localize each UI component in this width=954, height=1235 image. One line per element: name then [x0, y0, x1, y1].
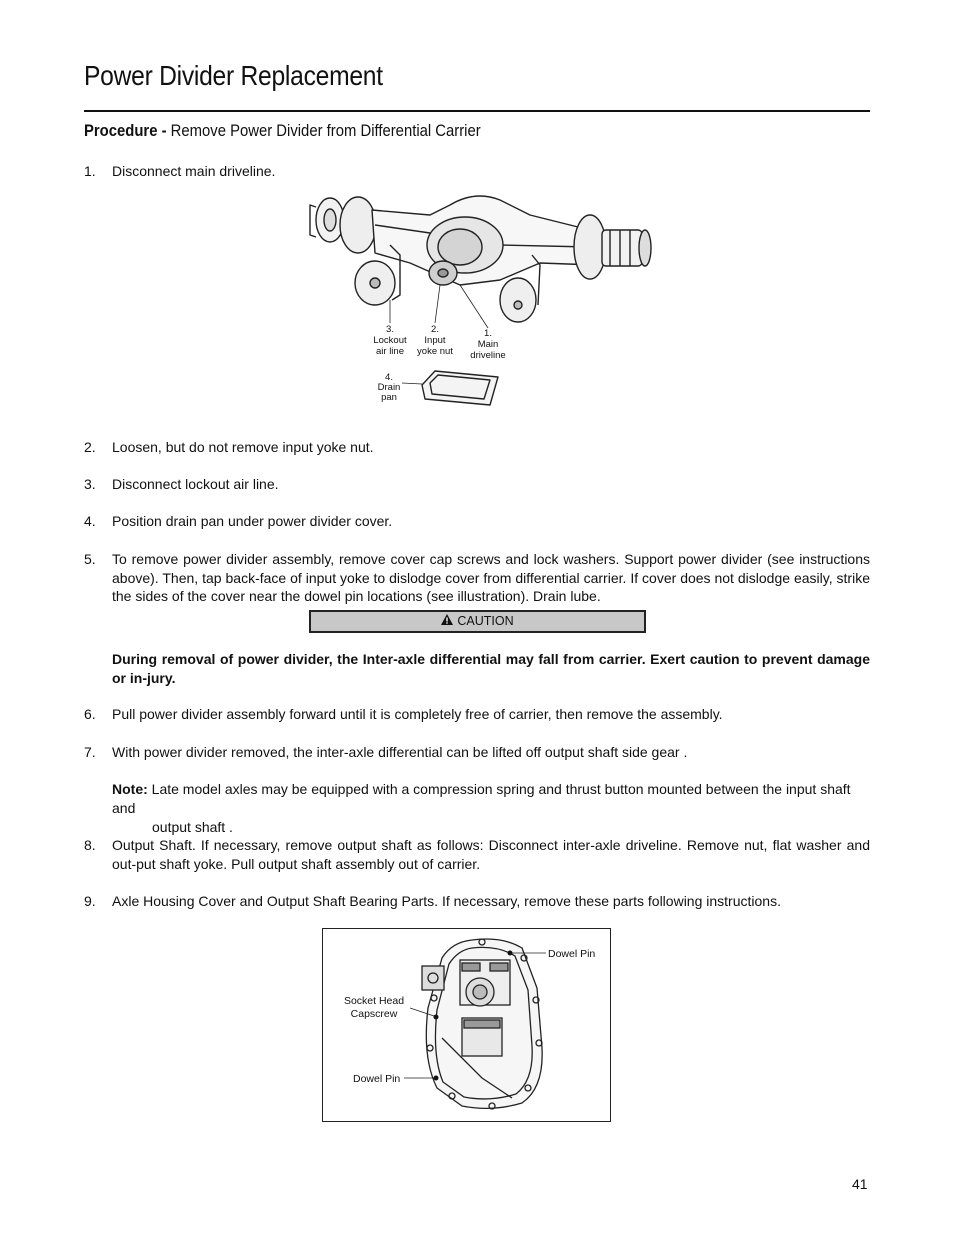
step-9 [84, 892, 870, 911]
cover-illustration [322, 928, 611, 1122]
step-6 [84, 705, 870, 724]
callout-3-line2: air line [376, 346, 404, 357]
step-3 [84, 475, 870, 494]
callout-2-num: 2. [431, 324, 439, 335]
callout-4-line2: pan [381, 392, 397, 403]
page-number: 41 [852, 1176, 868, 1192]
step-text: Output Shaft. If necessary, remove output shaft as follows: Disconnect inter-axle driveline. Remove nut, flat washer and out-put shaft yoke. Pull output shaft assembly out of carrier. [112, 837, 870, 872]
label-dowel-pin-bottom: Dowel Pin [353, 1073, 401, 1085]
step-text: Axle Housing Cover and Output Shaft Bearing Parts. If necessary, remove these parts following instructions. [112, 893, 781, 909]
step-8 [84, 836, 870, 873]
label-socket-head-line2: Capscrew [350, 1008, 398, 1020]
caution-label: CAUTION [457, 614, 514, 628]
step-number: 2. [84, 439, 96, 455]
callout-2-line1: Input [424, 335, 446, 346]
title-divider [84, 110, 870, 112]
warning-triangle-icon [441, 612, 453, 631]
step-1 [84, 162, 870, 181]
procedure-title: Remove Power Divider from Differential Carrier [170, 122, 481, 140]
procedure-heading [84, 122, 481, 141]
label-socket-head-line1: Socket Head [343, 995, 405, 1007]
step-text: Disconnect lockout air line. [112, 476, 279, 492]
callout-4-num: 4. [385, 372, 393, 383]
caution-banner [309, 610, 646, 633]
callout-4-line1: Drain [377, 382, 401, 393]
step-5 [84, 550, 870, 606]
callout-3-num: 3. [386, 324, 394, 335]
caution-text: During removal of power divider, the Inter-axle differential may fall from carrier. Exert caution to prevent damage or in-jury. [112, 651, 870, 686]
note [112, 780, 870, 837]
step-number: 5. [84, 551, 96, 567]
note-text: Late model axles may be equipped with a compression spring and thrust button mounted between the input shaft and [112, 781, 851, 816]
step-4 [84, 512, 870, 531]
step-7 [84, 743, 870, 762]
step-number: 3. [84, 476, 96, 492]
label-dowel-pin-top: Dowel Pin [548, 948, 596, 960]
note-text-continued: output shaft . [152, 819, 233, 835]
procedure-label: Procedure - [84, 122, 167, 140]
callout-1-line2: driveline [470, 350, 506, 361]
page-title: Power Divider Replacement [84, 60, 383, 91]
step-number: 7. [84, 744, 96, 760]
step-text: Disconnect main driveline. [112, 163, 276, 179]
step-number: 8. [84, 837, 96, 853]
step-number: 9. [84, 893, 96, 909]
step-text: With power divider removed, the inter-axle differential can be lifted off output shaft side gear . [112, 744, 688, 760]
callout-2-line2: yoke nut [417, 346, 453, 357]
step-text: Pull power divider assembly forward until it is completely free of carrier, then remove the assembly. [112, 706, 723, 722]
step-text: To remove power divider assembly, remove cover cap screws and lock washers. Support power divider (see instructions above). Then, tap back-face of input yoke to dislodge cover from differential carrier. If cover does not dislodge easily, strike the sides of the cover near the dowel pin locations (see illustration). Drain lube. [112, 551, 870, 604]
step-text: Position drain pan under power divider cover. [112, 513, 393, 529]
callout-1-num: 1. [484, 328, 492, 339]
callout-1-line1: Main [477, 339, 499, 350]
note-label: Note: [112, 781, 148, 797]
callout-3-line1: Lockout [373, 335, 407, 346]
step-number: 4. [84, 513, 96, 529]
step-number: 1. [84, 163, 96, 179]
step-2 [84, 438, 870, 457]
step-number: 6. [84, 706, 96, 722]
step-text: Loosen, but do not remove input yoke nut. [112, 439, 374, 455]
axle-illustration [300, 185, 670, 420]
